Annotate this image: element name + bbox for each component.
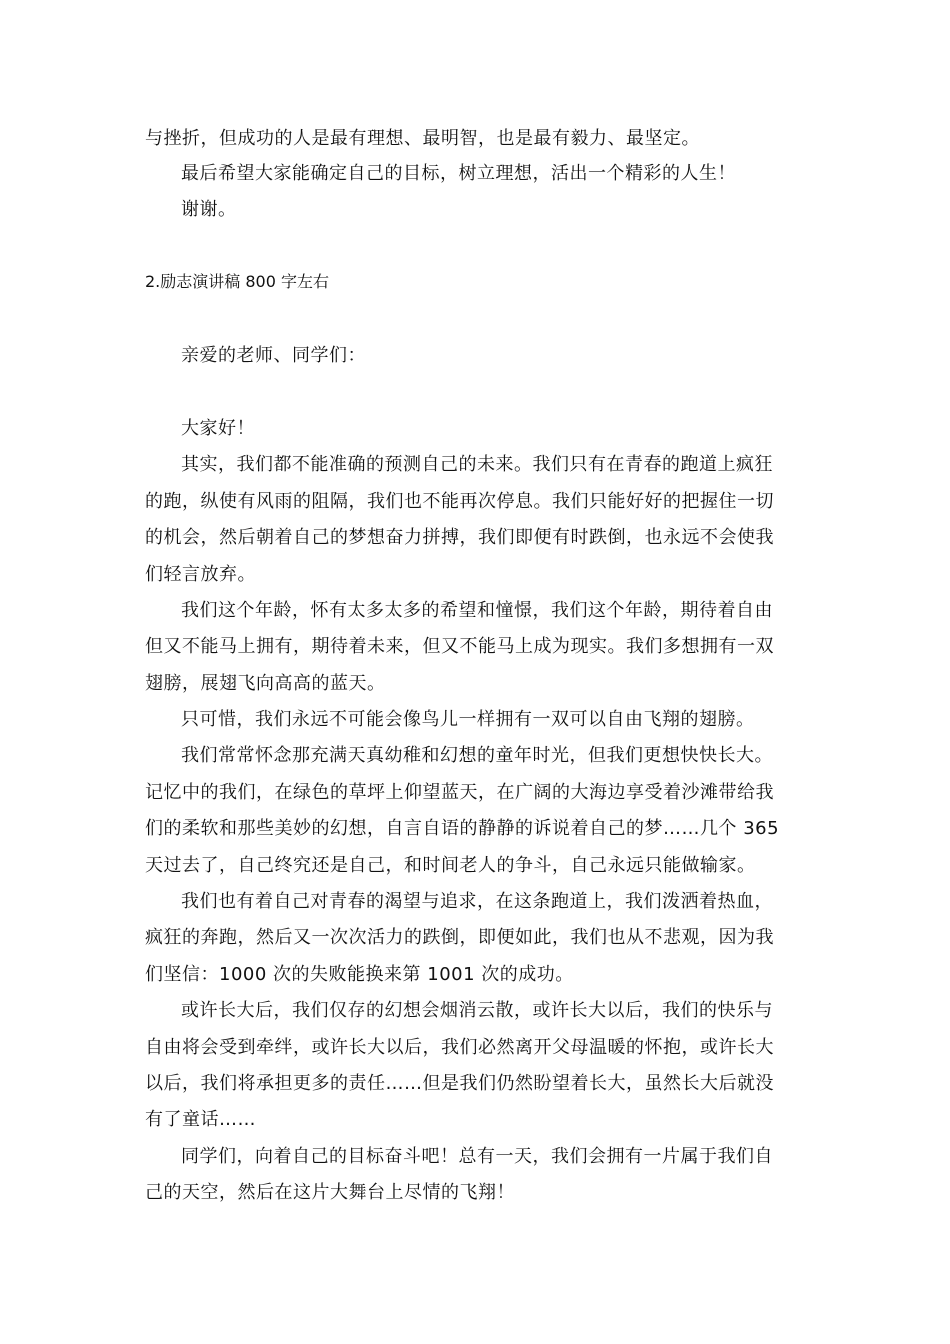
paragraph-line: 其实，我们都不能准确的预测自己的未来。我们只有在青春的跑道上疯狂 [181, 454, 773, 475]
paragraph-line: 自由将会受到牵绊，或许长大以后，我们必然离开父母温暖的怀抱，或许长大 [145, 1037, 774, 1058]
paragraph-line: 或许长大后，我们仅存的幻想会烟消云散，或许长大以后，我们的快乐与 [181, 1000, 773, 1021]
paragraph-line: 们轻言放弃。 [145, 564, 256, 585]
paragraph-line: 我们常常怀念那充满天真幼稚和幻想的童年时光，但我们更想快快长大。 [181, 745, 773, 766]
paragraph-line: 记忆中的我们，在绿色的草坪上仰望蓝天，在广阔的大海边享受着沙滩带给我 [145, 782, 774, 803]
paragraph-line: 我们也有着自己对青春的渴望与追求，在这条跑道上，我们泼洒着热血， [181, 891, 773, 912]
greeting: 大家好！ [181, 418, 255, 439]
paragraph-line: 同学们，向着自己的目标奋斗吧！总有一天，我们会拥有一片属于我们自 [181, 1146, 773, 1167]
paragraph-line: 但又不能马上拥有，期待着未来，但又不能马上成为现实。我们多想拥有一双 [145, 636, 774, 657]
paragraph-line: 与挫折，但成功的人是最有理想、最明智，也是最有毅力、最坚定。 [145, 128, 700, 149]
paragraph-line: 的跑，纵使有风雨的阻隔，我们也不能再次停息。我们只能好好的把握住一切 [145, 491, 774, 512]
paragraph-line: 我们这个年龄，怀有太多太多的希望和憧憬，我们这个年龄，期待着自由 [181, 600, 773, 621]
paragraph-line: 天过去了，自己终究还是自己，和时间老人的争斗，自己永远只能做输家。 [145, 855, 756, 876]
paragraph-line: 谢谢。 [181, 199, 237, 220]
paragraph-line: 的机会，然后朝着自己的梦想奋力拼搏，我们即便有时跌倒，也永远不会使我 [145, 527, 774, 548]
salutation: 亲爱的老师、同学们： [181, 345, 366, 366]
paragraph-line: 翅膀，展翅飞向高高的蓝天。 [145, 673, 386, 694]
paragraph-line: 以后，我们将承担更多的责任……但是我们仍然盼望着长大，虽然长大后就没 [145, 1073, 774, 1094]
paragraph-line: 疯狂的奔跑，然后又一次次活力的跌倒，即便如此，我们也从不悲观，因为我 [145, 927, 774, 948]
paragraph-line: 己的天空，然后在这片大舞台上尽情的飞翔！ [145, 1182, 515, 1203]
paragraph-line: 们坚信：1000 次的失败能换来第 1001 次的成功。 [145, 964, 574, 985]
section-heading: 2.励志演讲稿 800 字左右 [145, 272, 329, 291]
paragraph-line: 有了童话…… [145, 1109, 256, 1130]
paragraph-line: 们的柔软和那些美妙的幻想，自言自语的静静的诉说着自己的梦……几个 365 [145, 818, 780, 839]
paragraph-line: 最后希望大家能确定自己的目标，树立理想，活出一个精彩的人生！ [181, 163, 736, 184]
paragraph-line: 只可惜，我们永远不可能会像鸟儿一样拥有一双可以自由飞翔的翅膀。 [181, 709, 755, 730]
